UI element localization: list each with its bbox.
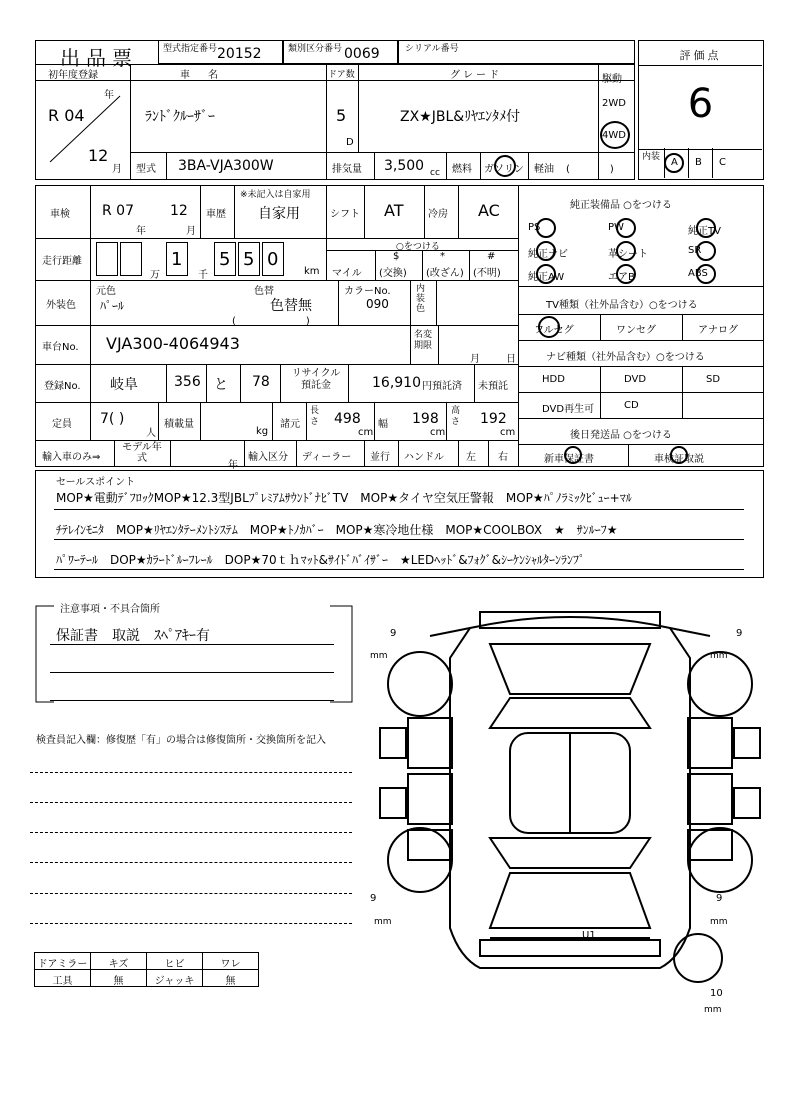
tread-fl-unit: mm [370,651,388,661]
navi-option: SD [706,374,721,385]
legend-text: 工具 [52,976,73,987]
mileage-sen: 千 [198,270,208,281]
legend-text: ヒビ [164,959,185,970]
recycle-value: 16,910 [372,375,421,391]
tread-fr: 9 [736,628,743,639]
mileage-mark-hint: ○をつける [396,242,440,252]
mileage-opt-divider [375,250,376,280]
equipment-item: 純正TV [688,226,721,237]
notes-label: 注意事項・不具合箇所 [60,604,160,615]
mileage-opt-symbol: # [487,251,496,262]
interior-a: A [671,157,678,168]
height-value: 192 [480,411,507,427]
drive-2wd: 2WD [602,98,626,109]
shaken-year-suffix: 年 [136,226,146,237]
drive-4wd-circle [600,121,630,149]
mileage-digit: 0 [267,249,279,270]
load-unit: kg [256,426,269,437]
navi-option: HDD [542,374,565,385]
type-no-cell [158,40,283,64]
reg-kana: と [214,377,228,393]
displacement-unit: cc [430,168,440,178]
later-option: 車検証取説 [654,454,704,465]
shaken-month-suffix: 月 [186,226,196,237]
navi-row-divider [518,392,764,393]
tv-fullseg-circle [538,316,560,338]
tv-title: TV種類（社外品含む）○をつける [546,300,698,311]
length-value: 498 [334,411,361,427]
history-label: 車歴 [206,209,226,220]
doors-label: ドア数 [328,70,355,80]
score-label: 評価点 [679,49,722,62]
grade-label: グレード [450,70,502,81]
tread-fr-unit: mm [710,651,728,661]
mileage-opt-label: (交換) [379,268,407,279]
first-reg-year-suffix: 年 [104,90,114,101]
navi-option: DVD [624,374,647,385]
mileage-opt-symbol: $ [393,251,400,262]
import-class-label: 輸入区分 [248,452,288,463]
color-label: 外装色 [46,300,76,311]
equipment-item-circle [616,264,636,284]
type-no-value: 20152 [217,46,262,62]
displacement-value: 3,500 [384,158,425,174]
legend-cell [90,969,147,987]
handle-right: 右 [498,452,508,463]
shift-value: AT [384,201,404,220]
equipment-item: 革シート [608,249,648,260]
equipment-item: SR [688,245,702,256]
mileage-digit-box [166,242,188,276]
height-unit: cm [500,427,516,438]
repaint-paren: ( ) [232,316,310,327]
navi-option: DVD再生可 [542,404,595,415]
capacity-label: 定員 [52,419,72,430]
shaken-label: 車検 [50,209,70,220]
first-reg-label: 初年度登録 [48,70,98,81]
tv-option: フルセグ [534,325,574,336]
legend-text: 無 [225,976,236,987]
mileage-label: 走行距離 [42,256,82,267]
model-year-suffix: 年 [228,460,238,471]
navi-divider [682,392,683,418]
mileage-opt-divider [422,250,423,280]
mileage-opt-label: (不明) [473,268,501,279]
fuel-gasoline-circle [494,155,516,177]
equipment-item: ABS [688,268,708,279]
equipment-title: 純正装備品 ○をつける [570,200,672,211]
mileage-digit-box [238,242,260,276]
sales-line-2: ﾁﾃﾚｲﾝﾓﾆﾀ MOP★ﾘﾔｴﾝﾀﾃｰﾒﾝﾄｼｽﾃﾑ MOP★ﾄﾉｶﾊﾞｰ MOP★寒冷地仕様 MOP★COOLBOX ★ ｻﾝﾙｰﾌ★ [56,523,618,537]
legend-cell [202,969,259,987]
mileage-digit: 1 [171,249,183,270]
ac-label: 冷房 [428,209,448,220]
sales-point-box [35,470,764,578]
reg-class: 356 [174,374,201,390]
recycle-unpaid: 未預託 [478,381,508,392]
mileage-digit-box [96,242,118,276]
mileage-opt-divider [469,250,470,280]
length-label: 長さ [310,406,320,427]
tread-fl: 9 [390,628,397,639]
serial-label: シリアル番号 [405,44,459,54]
navi-option: CD [624,400,639,411]
score-value: 6 [687,81,714,127]
tread-spare: 10 [710,988,723,999]
reg-num: 78 [252,374,270,390]
model-year-label: モデル年式 [122,442,162,464]
class-no-label: 類別区分番号 [288,44,343,54]
mileage-km: km [304,266,320,277]
first-reg-era: R 04 [48,106,85,125]
orig-color-value: ﾊﾟｰﾙ [100,299,125,313]
history-note: ※未記入は自家用 [240,190,311,200]
notes-line-1: 保証書 取説 ｽﾍﾟｱｷｰ有 [56,628,210,644]
grade-value: ZX★JBL&ﾘﾔｴﾝﾀﾒ付 [400,109,521,125]
tread-rr: 9 [716,893,723,904]
drive-4wd: 4WD [602,130,626,141]
name-change-day: 日 [506,354,516,365]
repaint-label: 色替 [254,286,274,297]
serial-cell [398,40,635,64]
sales-point-label: セールスポイント [56,477,136,488]
fuel-gasoline: ガソリン [484,164,524,175]
chassis-value: VJA300-4064943 [106,334,240,353]
later-title: 後日発送品 ○をつける [570,430,672,441]
legend-cell [34,969,91,987]
tread-rl: 9 [370,893,377,904]
capacity-unit: 人 [146,428,156,439]
mileage-opt-label: (改ざん) [426,268,464,279]
model-value: 3BA-VJA300W [178,158,274,174]
form-title: 出品票 [60,46,138,70]
interior-color-label: 内装色 [416,284,426,314]
mileage-opt-symbol: * [440,251,445,262]
later-manual-circle [670,446,688,464]
tread-spare-unit: mm [704,1005,722,1015]
inspector-label: 検査員記入欄：修復歴「有」の場合は修復箇所・交換箇所を記入 [36,735,326,746]
navi-divider [600,366,601,392]
tread-rl-unit: mm [374,917,392,927]
tv-option: アナログ [698,325,738,336]
legend-cell [146,969,203,987]
reg-no-label: 登録No. [44,381,81,392]
equipment-item: 純正AW [528,272,565,283]
recycle-paid: 円預託済 [422,381,462,392]
legend-text: ジャッキ [154,976,195,987]
tv-option: ワンセグ [616,325,656,336]
legend-cell [34,952,91,970]
mileage-opt-label: マイル [332,268,362,279]
equipment-item-circle [536,241,556,261]
interior-b: B [695,157,702,168]
equipment-item-circle [696,218,716,238]
interior-a-circle [664,153,684,173]
equipment-item-circle [616,241,636,261]
door-type: D [346,137,354,148]
color-no-label: カラーNo. [344,286,391,297]
later-warranty-circle [564,446,582,464]
handle-left: 左 [466,452,476,463]
class-no-cell [283,40,398,64]
import-dealer: ディーラー [302,452,352,463]
mileage-digit: 5 [219,249,231,270]
equipment-item-circle [536,218,556,238]
dims-label: 諸元 [280,419,300,430]
tv-divider [682,314,683,340]
shift-label: シフト [330,209,360,220]
legend-text: キズ [108,959,129,970]
damage-mark-u1: U1 [582,930,596,941]
load-label: 積載量 [164,419,194,430]
legend-text: 無 [113,976,124,987]
recycle-label: リサイクル預託金 [291,368,341,391]
first-reg-month: 12 [88,146,109,165]
shaken-month-value: 12 [170,203,188,219]
sales-line-1: MOP★電動ﾃﾞﾌﾛｯｸMOP★12.3型JBLﾌﾟﾚﾐｱﾑｻｳﾝﾄﾞﾅﾋﾞTV MOP★タイヤ空気圧警報 MOP★ﾊﾟﾉﾗﾐｯｸﾋﾞｭｰ+ﾏﾙ [56,491,632,505]
class-no-value: 0069 [344,46,380,62]
chassis-label: 車台No. [42,342,79,353]
legend-cell [202,952,259,970]
mileage-digit: 5 [243,249,255,270]
equipment-item-circle [696,241,716,261]
sales-line-3: ﾊﾟﾜｰﾃｰﾙ DOP★ｶﾗｰﾄﾞﾙｰﾌﾚｰﾙ DOP★70ｔｈﾏｯﾄ&ｻｲﾄﾞﾊﾞｲｻﾞｰ ★LEDﾍｯﾄﾞ&ﾌｫｸﾞ&ｼｰｹﾝｼｬﾙﾀｰﾝﾗﾝﾌﾟ [56,553,585,567]
width-label: 幅 [378,419,388,430]
mileage-digit-box [214,242,236,276]
equipment-item: PW [608,222,624,233]
width-value: 198 [412,411,439,427]
legend-cell [90,952,147,970]
model-label: 型式 [136,164,156,175]
color-no-value: 090 [366,297,389,311]
navi-title: ナビ種類（社外品含む）○をつける [546,352,705,363]
import-parallel: 並行 [370,452,390,463]
navi-divider [682,366,683,392]
legend-text: ドアミラー [37,959,88,970]
mileage-digit-box [120,242,142,276]
capacity-value: 7( ) [100,411,125,427]
handle-label: ハンドル [404,452,444,463]
ac-value: AC [478,201,500,220]
drive-label: 駆動 [602,74,622,85]
reg-place: 岐阜 [110,377,138,393]
equipment-item-circle [696,264,716,284]
shaken-value: R 07 [102,203,134,219]
length-unit: cm [358,427,374,438]
interior-grade-label: 内装 [642,152,661,162]
displacement-label: 排気量 [332,164,362,175]
tv-divider [600,314,601,340]
mileage-man: 万 [150,270,160,281]
tread-rr-unit: mm [710,917,728,927]
equipment-item: 純正ナビ [528,249,568,260]
first-reg-month-suffix: 月 [112,164,122,175]
height-label: 高さ [451,406,461,427]
repaint-value: 色替無 [270,298,312,314]
width-unit: cm [430,427,446,438]
equipment-item-circle [536,264,556,284]
type-no-label: 型式指定番号 [163,44,218,54]
legend-cell [146,952,203,970]
car-damage-diagram [360,598,780,1018]
history-value: 自家用 [258,206,300,222]
car-name: ﾗﾝﾄﾞｸﾙｰｻﾞｰ [145,109,215,125]
fuel-diesel: 軽油 [534,164,554,175]
import-label: 輸入車のみ⇒ [42,452,101,463]
navi-divider [600,392,601,418]
orig-color-label: 元色 [96,286,116,297]
equipment-item: エアB [608,272,635,283]
equipment-item: PS [528,222,541,233]
legend-text: ワレ [220,959,241,970]
car-name-label: 車 名 [180,70,222,81]
fuel-other: ( ) [566,164,614,175]
later-divider [628,444,629,467]
mileage-digit-box [262,242,284,276]
equipment-item-circle [616,218,636,238]
name-change-label: 名変期限 [414,330,433,351]
fuel-label: 燃料 [452,164,472,175]
name-change-month: 月 [470,354,480,365]
interior-c: C [719,157,726,168]
doors-value: 5 [336,106,347,125]
later-option: 新車保証書 [544,454,594,465]
